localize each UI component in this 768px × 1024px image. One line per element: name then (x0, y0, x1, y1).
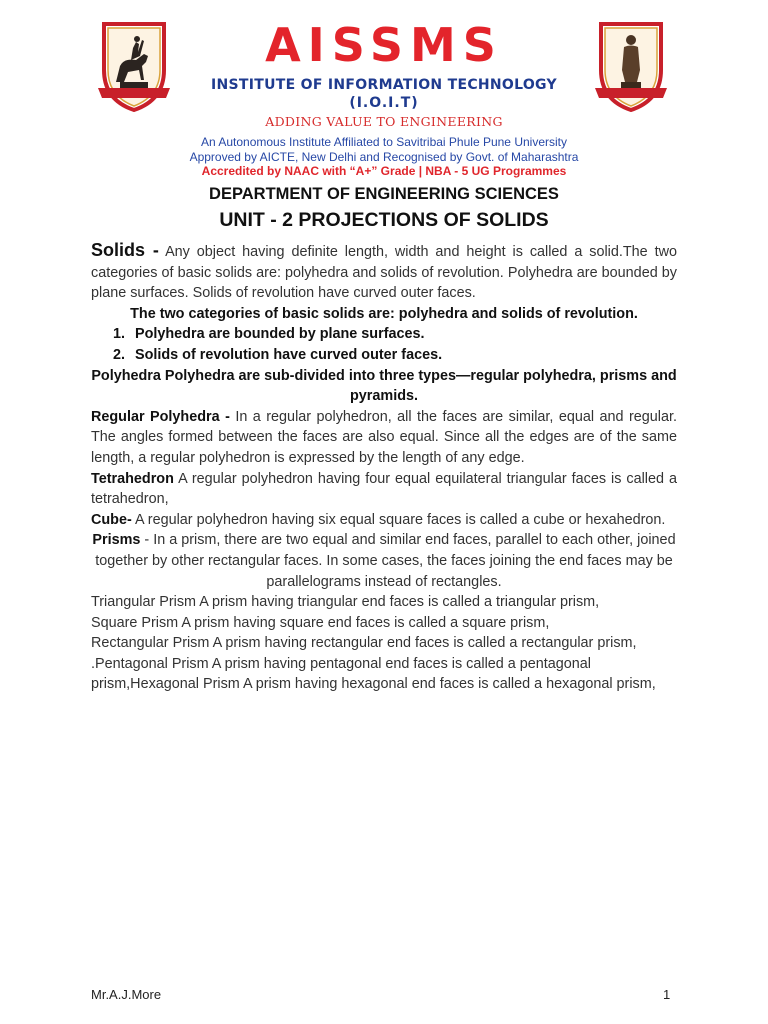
solids-term: Solids - (91, 240, 159, 260)
list-item-text: Solids of revolution have curved outer faces. (135, 346, 443, 363)
unit-title: UNIT - 2 PROJECTIONS OF SOLIDS (219, 209, 549, 231)
department-title: DEPARTMENT OF ENGINEERING SCIENCES (209, 185, 559, 203)
page-number: 1 (663, 987, 671, 1002)
institute-abbreviation: (I.O.I.T) (349, 95, 419, 111)
cube-term: Cube- (91, 511, 132, 528)
institute-tagline: ADDING VALUE TO ENGINEERING (265, 114, 503, 129)
prisms-term: Prisms (92, 532, 141, 549)
affiliation-line-1: An Autonomous Institute Affiliated to Savitribai Phule Pune University (201, 135, 567, 149)
prisms-definition: - In a prism, there are two equal and similar end faces, parallel to each other, joined together by other rectangular faces. In some cases, the faces joining the end faces may be parallelograms instead of rectangles. (95, 532, 676, 590)
square-prism-line: Square Prism A prism having square end faces is called a square prism, (91, 614, 550, 631)
brand-name: AISSMS (265, 18, 503, 72)
tetrahedron-term: Tetrahedron (91, 470, 174, 487)
list-item-number: 2. (113, 346, 126, 363)
triangular-prism-line: Triangular Prism A prism having triangular end faces is called a triangular prism, (91, 594, 600, 611)
list-item-text: Polyhedra are bounded by plane surfaces. (135, 326, 425, 343)
solids-paragraph (91, 240, 677, 304)
document-body (91, 240, 677, 695)
solids-definition: Any object having definite length, width and height is called a solid.The two categories of basic solids are: polyhedra and solids of revolution. Polyhedra are bounded by plane surfaces. Solids of revolution have curved outer faces. (91, 244, 677, 302)
tetrahedron-paragraph (91, 469, 677, 510)
tetrahedron-definition: A regular polyhedron having four equal equilateral triangular faces is called a tetrahedron, (91, 470, 677, 508)
accreditation-line: Accredited by NAAC with “A+” Grade | NBA - 5 UG Programmes (201, 164, 567, 178)
categories-list (91, 324, 677, 365)
rectangular-pentagonal-hexagonal-prism-lines: Rectangular Prism A prism having rectangular end faces is called a rectangular prism, .Pentagonal Prism A prism having pentagonal end faces is called a pentagonal prism,Hexagonal Prism A prism having hexagonal end faces is called a hexagonal prism, (91, 635, 656, 693)
affiliation-line-2: Approved by AICTE, New Delhi and Recognised by Govt. of Maharashtra (189, 150, 579, 164)
prisms-paragraph (91, 530, 677, 592)
cube-definition: A regular polyhedron having six equal square faces is called a cube or hexahedron. (131, 511, 666, 528)
polyhedra-heading: Polyhedra Polyhedra are sub-divided into three types—regular polyhedra, prisms and pyramids. (91, 367, 677, 405)
regular-polyhedra-paragraph (91, 407, 677, 469)
list-item (91, 345, 677, 366)
institute-name: INSTITUTE OF INFORMATION TECHNOLOGY (211, 77, 557, 93)
footer-author: Mr.A.J.More (91, 987, 162, 1002)
categories-heading: The two categories of basic solids are: polyhedra and solids of revolution. (130, 305, 638, 322)
list-item (91, 324, 677, 345)
regular-polyhedra-definition: In a regular polyhedron, all the faces are similar, equal and regular. The angles formed between the faces are also equal. Since all the edges are of the same length, a regular polyhedron is expressed by the length of any edge. (91, 408, 677, 466)
regular-polyhedra-term: Regular Polyhedra - (91, 408, 230, 425)
cube-paragraph (91, 510, 677, 531)
list-item-number: 1. (113, 326, 126, 343)
